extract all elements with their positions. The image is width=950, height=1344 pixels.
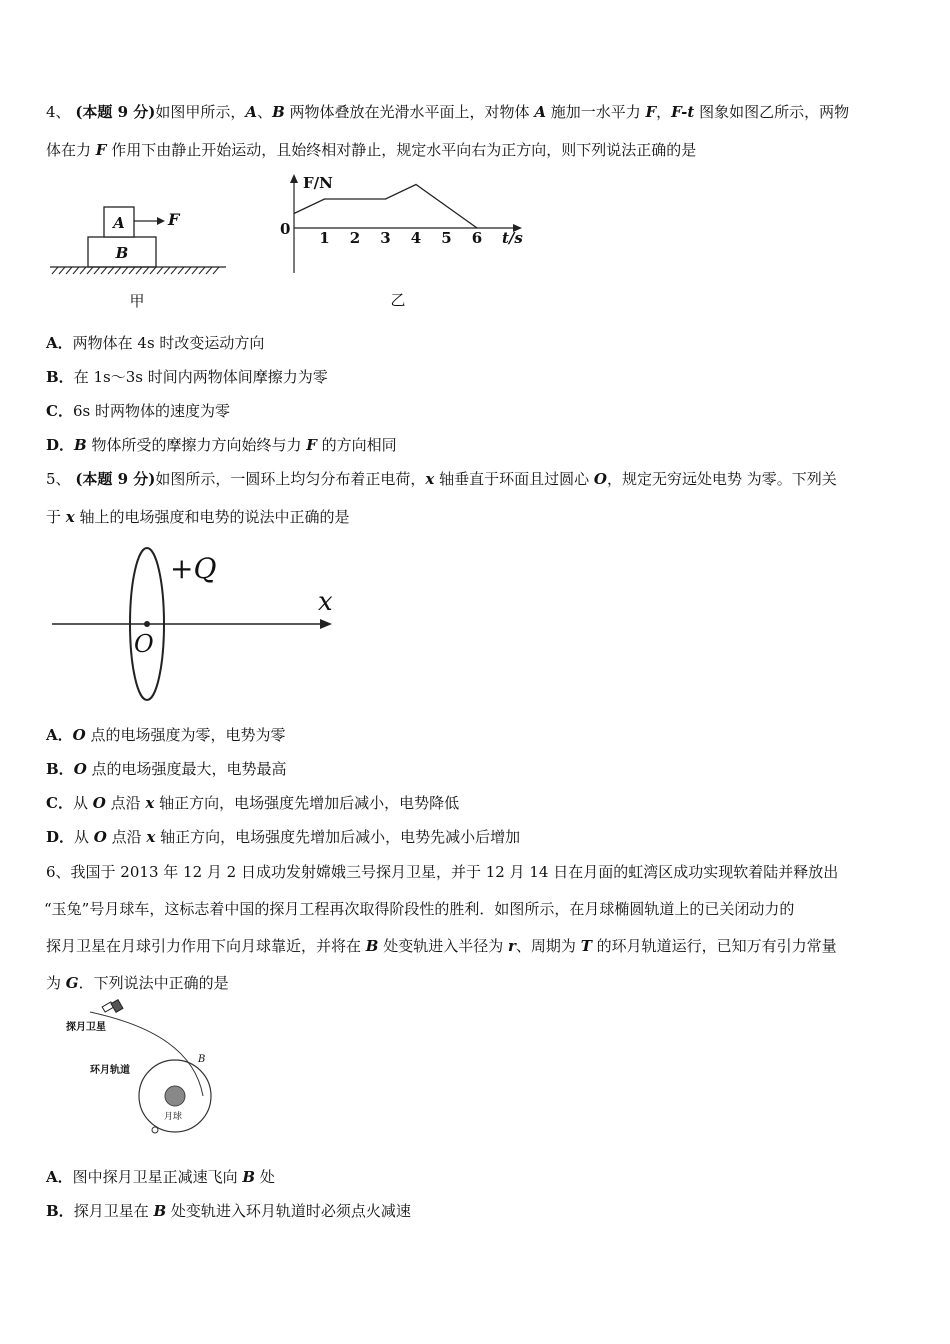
q5-score: (本题 9 分) (75, 470, 156, 488)
axis-label-x: x (318, 587, 333, 617)
x-tick-label-3: 3 (380, 229, 391, 247)
q6-line-4: 为 G．下列说法中正确的是 (46, 974, 229, 992)
q6-line-2: “玉兔”号月球车，这标志着中国的探月工程再次取得阶段性的胜利．如图所示，在月球椭圆轨道上的已关闭动力的 (44, 900, 795, 918)
q4-number: 4、 (46, 103, 71, 121)
q5-line-2: 于 x 轴上的电场强度和电势的说法中正确的是 (46, 508, 350, 526)
q5-option-b[interactable]: B．O 点的电场强度最大，电势最高 (46, 760, 287, 778)
q4-line-2: 体在力 F 作用下由静止开始运动，且始终相对静止，规定水平向右为正方向，则下列说法正确的是 (46, 141, 697, 159)
q4-figure-yi-chart (270, 168, 530, 313)
x-axis-label: t/s (502, 229, 523, 247)
point-b-label: B (198, 1054, 206, 1065)
x-tick-label-1: 1 (319, 229, 330, 247)
elliptical-orbit (90, 1012, 206, 1096)
q6-figure-orbit (60, 1000, 220, 1140)
q4-score: (本题 9 分) (75, 103, 156, 121)
origin-label: 0 (280, 220, 291, 238)
q5-option-a[interactable]: A．O 点的电场强度为零，电势为零 (46, 726, 286, 744)
block-b-label: B (115, 244, 129, 262)
y-axis-arrowhead (290, 174, 298, 183)
q6-line-1: 6、我国于 2013 年 12 月 2 日成功发射嫦娥三号探月卫星，并于 12 月 14 日在月面的虹湾区成功实现软着陆并释放出 (46, 863, 839, 881)
q5-line-1: 5、 (本题 9 分)如图所示，一圆环上均匀分布着正电荷，x 轴垂直于环面且过圆心 O，规定无穷远处电势 为零。下列关 (46, 470, 837, 488)
x-tick-label-4: 4 (410, 229, 422, 247)
x-tick-label-5: 5 (441, 229, 452, 247)
q5-option-c[interactable]: C．从 O 点沿 x 轴正方向，电场强度先增加后减小，电势降低 (46, 794, 460, 812)
figure-caption-jia: 甲 (129, 292, 145, 310)
figure-caption-yi: 乙 (390, 291, 406, 309)
q4-line-1: 4、 (本题 9 分)如图甲所示，A、B 两物体叠放在光滑水平面上，对物体 A 施加一水平力 F，F-t 图象如图乙所示，两物 (46, 103, 850, 121)
f-t-point-1 (324, 198, 325, 199)
force-label: F (168, 210, 180, 229)
moon-label: 月球 (164, 1112, 183, 1122)
q4-option-d[interactable]: D．B 物体所受的摩擦力方向始终与力 F 的方向相同 (46, 436, 397, 454)
block-a-label: A (113, 214, 125, 232)
f-t-point-0 (293, 213, 294, 214)
q4-option-b[interactable]: B．在 1s～3s 时间内两物体间摩擦力为零 (46, 368, 328, 386)
x-tick-label-2: 2 (349, 229, 361, 247)
y-axis-label: F/N (303, 174, 333, 192)
ground-hatch (52, 267, 219, 274)
satellite-icon (102, 1000, 123, 1013)
f-t-point-2 (385, 198, 386, 199)
x-tick-label-6: 6 (471, 229, 483, 247)
q6-option-b[interactable]: B．探月卫星在 B 处变轨进入环月轨道时必须点火减速 (46, 1202, 411, 1220)
q5-option-d[interactable]: D．从 O 点沿 x 轴正方向，电场强度先增加后减小，电势先减小后增加 (46, 828, 521, 846)
q4-figure-jia (46, 195, 236, 315)
satellite-label: 探月卫星 (66, 1022, 106, 1033)
f-t-point-3 (415, 184, 416, 185)
center-point (144, 621, 150, 627)
x-tick-labels (319, 229, 482, 247)
moon (165, 1086, 185, 1106)
q6-line-3: 探月卫星在月球引力作用下向月球靠近，并将在 B 处变轨进入半径为 r、周期为 T 的环月轨道运行，已知万有引力常量 (46, 937, 837, 955)
force-arrowhead (157, 217, 165, 225)
x-axis-arrowhead (320, 619, 332, 629)
f-t-point-4 (476, 227, 477, 228)
q6-option-a[interactable]: A．图中探月卫星正减速飞向 B 处 (46, 1168, 275, 1186)
orbit-label: 环月轨道 (90, 1065, 130, 1076)
q5-number: 5、 (46, 470, 71, 488)
q4-option-c[interactable]: C．6s 时两物体的速度为零 (46, 402, 230, 420)
origin-label: O (134, 630, 154, 658)
q5-figure-ring (46, 540, 346, 710)
q4-option-a[interactable]: A．两物体在 4s 时改变运动方向 (46, 334, 265, 352)
charge-label: +Q (170, 552, 217, 585)
small-satellite (152, 1127, 158, 1133)
